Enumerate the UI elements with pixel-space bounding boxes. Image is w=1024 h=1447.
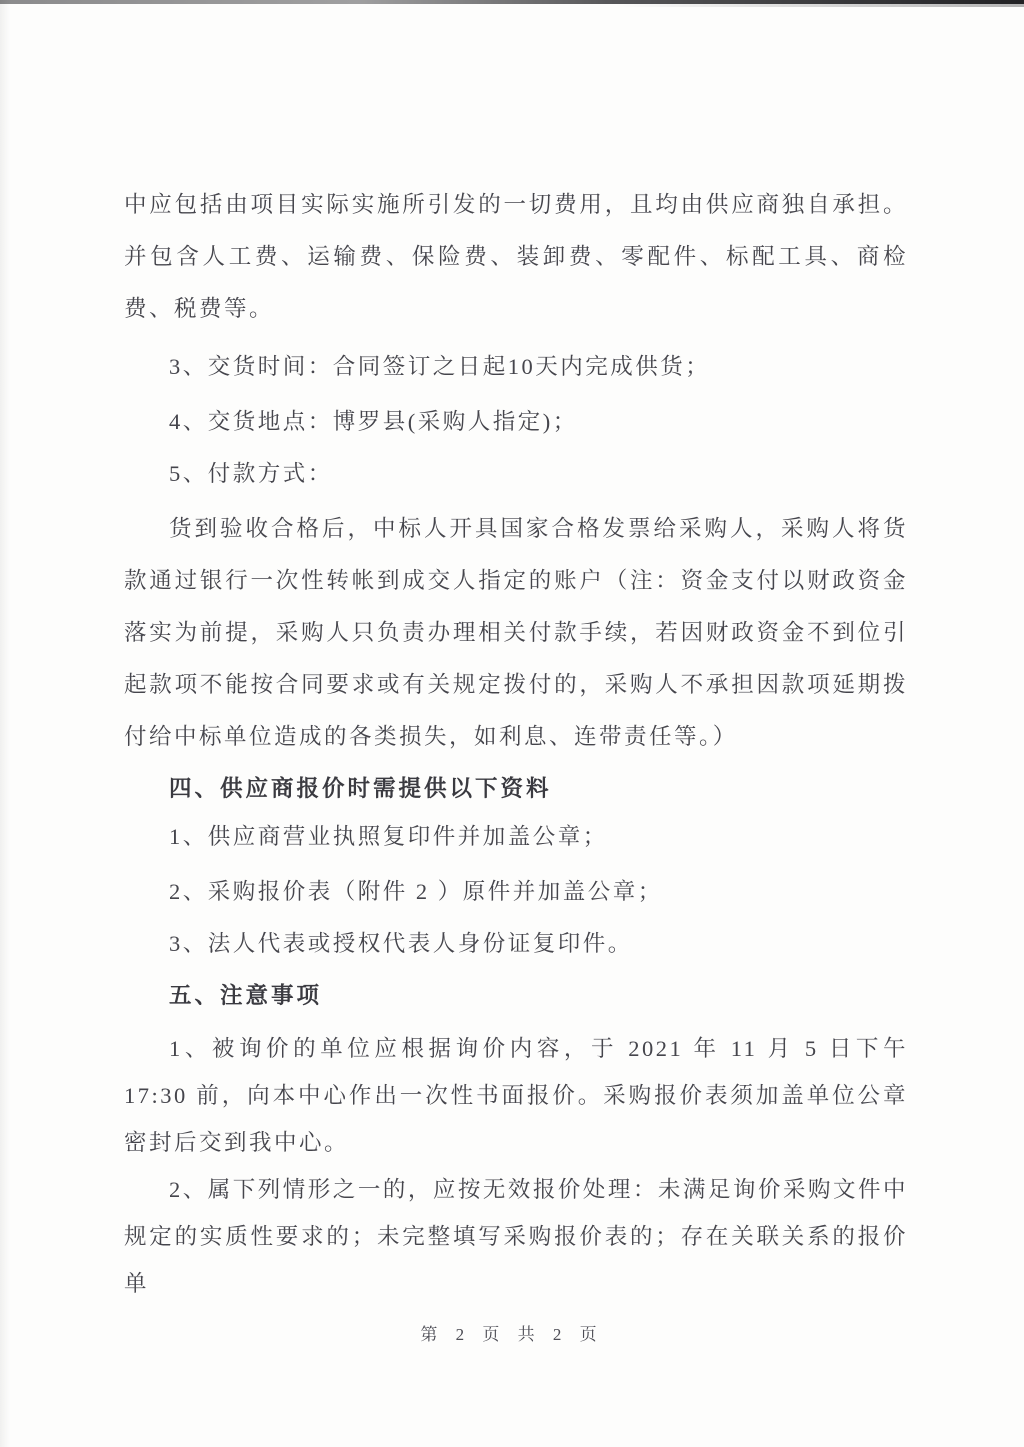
list-item-id-copy: 3、法人代表或授权代表人身份证复印件。 (169, 931, 633, 956)
scan-artifact-left-edge (0, 0, 10, 1447)
list-item-quotation-form: 2、采购报价表（附件 2 ）原件并加盖公章； (169, 879, 663, 904)
page-number: 第 2 页 共 2 页 (420, 1325, 604, 1344)
paragraph-payment-terms: 货到验收合格后，中标人开具国家合格发票给采购人，采购人将货款通过银行一次性转帐到成交人指定的账户（注：资金支付以财政资金落实为前提，采购人只负责办理相关付款手续，若因财政资金不到位引起款项不能按合同要求或有关规定拨付的，采购人不承担因款项延期拨付给中标单位造成的各类损失，如利息、连带责任等。） (124, 516, 908, 749)
list-item-delivery-time: 3、交货时间：合同签订之日起10天内完成供货； (169, 354, 711, 379)
section-heading-notes: 五、注意事项 (169, 983, 323, 1008)
paragraph-cost-inclusions: 中应包括由项目实际实施所引发的一切费用，且均由供应商独自承担。并包含人工费、运输费、保险费、装卸费、零配件、标配工具、商检费、税费等。 (124, 192, 908, 321)
document-body (124, 179, 908, 1307)
section-heading-required-documents: 四、供应商报价时需提供以下资料 (169, 776, 552, 801)
list-item-delivery-place: 4、交货地点：博罗县(采购人指定)； (169, 409, 578, 434)
scan-artifact-top-edge (0, 0, 1024, 4)
paragraph-note-deadline: 1、被询价的单位应根据询价内容，于 2021 年 11 月 5 日下午 17:30 前，向本中心作出一次性书面报价。采购报价表须加盖单位公章密封后交到我中心。 (124, 1036, 908, 1155)
paragraph-note-invalid-quotes: 2、属下列情形之一的，应按无效报价处理：未满足询价采购文件中规定的实质性要求的；未完整填写采购报价表的；存在关联关系的报价单 (124, 1177, 908, 1296)
list-item-business-license: 1、供应商营业执照复印件并加盖公章； (169, 824, 608, 849)
list-item-payment-method: 5、付款方式： (169, 461, 333, 486)
